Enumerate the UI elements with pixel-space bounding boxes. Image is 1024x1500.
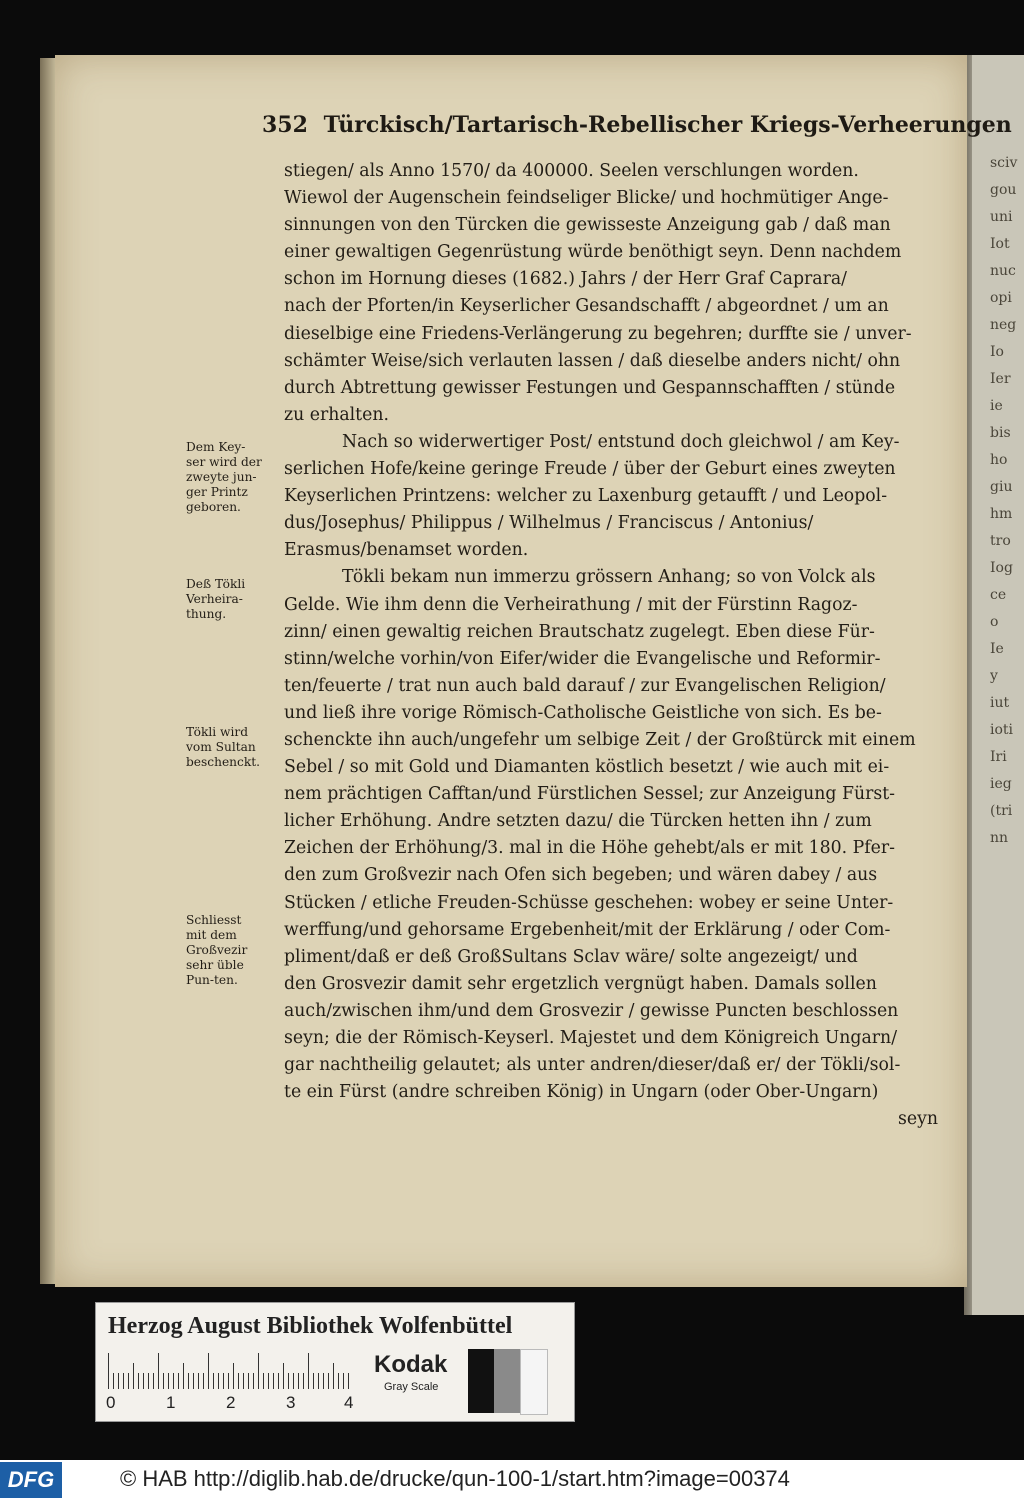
ruler-tick xyxy=(188,1373,189,1389)
text-line: einer gewaltigen Gegenrüstung würde benöthigt seyn. Denn nachdem xyxy=(284,242,902,263)
ruler-tick xyxy=(198,1373,199,1389)
ruler-tick xyxy=(228,1373,229,1389)
text-line: Erasmus/benamset worden. xyxy=(284,540,529,561)
text-line: dus/Josephus/ Philippus / Wilhelmus / Franciscus / Antonius/ xyxy=(284,513,814,534)
text-line: Keyserlichen Printzens: welcher zu Laxenburg getaufft / und Leopol- xyxy=(284,486,888,507)
running-title: Türckisch/Tartarisch-Rebellischer Kriegs-Verheerungen xyxy=(323,112,1012,138)
text-line: serlichen Hofe/keine geringe Freude / über der Geburt eines zweyten xyxy=(284,459,896,480)
text-line: stinn/welche vorhin/von Eifer/wider die Evangelische und Reformir- xyxy=(284,648,881,669)
ruler-tick xyxy=(138,1373,139,1389)
ruler-tick xyxy=(313,1373,314,1389)
text-line: Tökli bekam nun immerzu grössern Anhang; so von Volck als xyxy=(342,567,876,588)
edge-fragment: iut xyxy=(990,695,1010,711)
ruler-tick xyxy=(158,1353,159,1389)
marginal-note-line: zweyte jun- xyxy=(186,470,257,484)
text-line: durch Abtrettung gewisser Festungen und Gespannschafften / stünde xyxy=(284,377,896,398)
edge-fragment: Ier xyxy=(990,371,1011,387)
ruler-tick xyxy=(133,1363,134,1389)
ruler-tick xyxy=(178,1373,179,1389)
edge-fragment: gou xyxy=(990,182,1017,198)
ruler-tick xyxy=(308,1353,309,1389)
ruler-tick xyxy=(258,1353,259,1389)
scale-number: 2 xyxy=(226,1393,236,1412)
ruler-tick xyxy=(123,1373,124,1389)
ruler-tick xyxy=(113,1373,114,1389)
text-line: nach der Pforten/in Keyserlicher Gesandschafft / abgeordnet / um an xyxy=(284,296,889,317)
ruler-tick xyxy=(118,1373,119,1389)
ruler-tick xyxy=(233,1363,234,1389)
dfg-logo: DFG xyxy=(0,1462,62,1498)
catchword: seyn xyxy=(898,1109,938,1130)
text-line: Gelde. Wie ihm denn die Verheirathung / mit der Fürstinn Ragoz- xyxy=(284,594,858,615)
gray-patch-mid xyxy=(494,1349,520,1413)
marginal-note-line: ser wird der xyxy=(186,455,262,469)
measurement-ruler xyxy=(108,1349,358,1389)
text-line: und ließ ihre vorige Römisch-Catholische Geistliche von sich. Es be- xyxy=(284,702,882,723)
kodak-logo: Kodak xyxy=(374,1351,448,1378)
ruler-tick xyxy=(143,1373,144,1389)
scale-number: 0 xyxy=(106,1393,116,1412)
ruler-tick xyxy=(278,1373,279,1389)
edge-fragment: Iot xyxy=(990,236,1010,252)
scale-number: 3 xyxy=(286,1393,296,1412)
edge-fragment: neg xyxy=(990,317,1017,333)
edge-fragment: opi xyxy=(990,290,1012,306)
ruler-tick xyxy=(333,1363,334,1389)
marginal-note-line: Dem Key- xyxy=(186,440,246,454)
marginal-note-line: ger Printz xyxy=(186,485,248,499)
edge-fragment: y xyxy=(990,668,998,684)
marginal-note-marriage xyxy=(186,577,282,622)
ruler-tick xyxy=(248,1373,249,1389)
ruler-tick xyxy=(338,1373,339,1389)
edge-fragment: o xyxy=(990,614,999,630)
edge-fragment: Iog xyxy=(990,560,1013,576)
edge-fragment: nn xyxy=(990,830,1009,846)
ruler-tick xyxy=(213,1373,214,1389)
ruler-tick xyxy=(263,1373,264,1389)
text-line: pliment/daß er deß GroßSultans Sclav wäre/ solte angezeigt/ und xyxy=(284,946,858,967)
text-line: schämter Weise/sich verlauten lassen / daß dieselbe anders nicht/ ohn xyxy=(284,350,901,371)
ruler-tick xyxy=(148,1373,149,1389)
text-line: auch/zwischen ihm/und dem Grosvezir / gewisse Puncten beschlossen xyxy=(284,1000,899,1021)
text-line: te ein Fürst (andre schreiben König) in Ungarn (oder Ober-Ungarn) xyxy=(284,1082,879,1103)
text-line: werffung/und gehorsame Ergebenheit/mit der Erklärung / oder Com- xyxy=(284,919,891,940)
ruler-tick xyxy=(168,1373,169,1389)
institution-name: Herzog August Bibliothek Wolfenbüttel xyxy=(108,1313,513,1339)
text-line: zinn/ einen gewaltig reichen Brautschatz zugelegt. Eben diese Für- xyxy=(284,621,875,642)
edge-fragment: nuc xyxy=(990,263,1016,279)
marginal-note-line: Pun-ten. xyxy=(186,973,238,987)
text-line: stiegen/ als Anno 1570/ da 400000. Seelen verschlungen worden. xyxy=(284,161,859,181)
edge-fragment: sciv xyxy=(990,155,1018,171)
ruler-tick xyxy=(293,1373,294,1389)
ruler-tick xyxy=(243,1373,244,1389)
ruler-tick xyxy=(318,1373,319,1389)
library-label-card xyxy=(95,1302,575,1422)
text-line: schon im Hornung dieses (1682.) Jahrs / der Herr Graf Caprara/ xyxy=(284,269,847,290)
text-line: zu erhalten. xyxy=(284,404,389,425)
edge-fragment: giu xyxy=(990,479,1013,495)
copyright-link[interactable]: © HAB http://diglib.hab.de/drucke/qun-100-1/start.htm?image=00374 xyxy=(120,1466,790,1491)
ruler-tick xyxy=(203,1373,204,1389)
page-number: 352 xyxy=(262,112,308,138)
gray-scale-label: Gray Scale xyxy=(384,1381,439,1393)
marginal-note-line: Schliesst xyxy=(186,913,242,927)
marginal-note-line: mit dem xyxy=(186,928,237,942)
marginal-note-line: Tökli wird xyxy=(186,725,249,739)
ruler-tick xyxy=(193,1373,194,1389)
edge-fragment: ieg xyxy=(990,776,1012,792)
ruler-tick xyxy=(238,1373,239,1389)
scale-number: 1 xyxy=(166,1393,176,1412)
ruler-tick xyxy=(288,1373,289,1389)
text-line: Wiewol der Augenschein feindseliger Blicke/ und hochmütiger Ange- xyxy=(284,188,889,209)
ruler-tick xyxy=(343,1373,344,1389)
marginal-note-line: geboren. xyxy=(186,500,241,514)
ruler-tick xyxy=(208,1353,209,1389)
edge-fragment: bis xyxy=(990,425,1011,441)
text-line: seyn; die der Römisch-Keyserl. Majestet und dem Königreich Ungarn/ xyxy=(284,1028,898,1048)
ruler-tick xyxy=(173,1373,174,1389)
ruler-tick xyxy=(153,1373,154,1389)
edge-fragment: Ie xyxy=(990,641,1004,657)
text-line: den Grosvezir damit sehr ergetzlich vergnügt haben. Damals sollen xyxy=(284,973,877,994)
marginal-note-line: Deß Tökli xyxy=(186,577,246,591)
text-line: schenckte ihn auch/ungefehr um selbige Zeit / der Großtürck mit einem xyxy=(284,729,916,750)
edge-fragment: tro xyxy=(990,533,1011,549)
ruler-tick xyxy=(273,1373,274,1389)
marginal-note-line: thung. xyxy=(186,607,227,621)
edge-fragment: (tri xyxy=(990,803,1013,819)
running-head xyxy=(262,112,1012,148)
text-line: Sebel / so mit Gold und Diamanten köstlich besetzt / wie auch mit ei- xyxy=(284,757,890,778)
edge-fragment: uni xyxy=(990,209,1013,225)
ruler-tick xyxy=(268,1373,269,1389)
edge-fragment: ce xyxy=(990,587,1007,603)
ruler-tick xyxy=(303,1373,304,1389)
gray-patch-black xyxy=(468,1349,494,1413)
marginal-note-line: sehr üble xyxy=(186,958,244,972)
marginal-note-line: Großvezir xyxy=(186,943,248,957)
edge-fragment: Iri xyxy=(990,749,1007,765)
edge-fragment: ho xyxy=(990,452,1008,468)
ruler-tick xyxy=(128,1373,129,1389)
text-line: gar nachtheilig gelautet; als unter andren/dieser/daß er/ der Tökli/sol- xyxy=(284,1055,901,1076)
edge-fragment: ie xyxy=(990,398,1003,414)
ruler-tick xyxy=(328,1373,329,1389)
marginal-note-line: Verheira- xyxy=(186,592,243,606)
gray-patch-white xyxy=(520,1349,548,1415)
ruler-tick xyxy=(253,1373,254,1389)
edge-fragment: ioti xyxy=(990,722,1014,738)
marginal-note-line: vom Sultan xyxy=(186,740,256,754)
facing-page-fragments xyxy=(990,150,1024,852)
marginal-note-gift xyxy=(186,725,282,770)
ruler-tick xyxy=(183,1363,184,1389)
ruler-tick xyxy=(108,1353,109,1389)
marginal-note-line: beschenckt. xyxy=(186,755,260,769)
ruler-tick xyxy=(348,1373,349,1389)
text-line: Zeichen der Erhöhung/3. mal in die Höhe gehebt/als er mit 180. Pfer- xyxy=(284,838,895,859)
text-line: dieselbige eine Friedens-Verlängerung zu begehren; durffte sie / unver- xyxy=(284,323,912,344)
marginal-note-birth xyxy=(186,440,282,515)
ruler-tick xyxy=(218,1373,219,1389)
scale-number: 4 xyxy=(344,1393,354,1412)
ruler-tick xyxy=(298,1373,299,1389)
text-line: sinnungen von den Türcken die gewisseste Anzeigung gab / daß man xyxy=(284,215,891,236)
ruler-tick xyxy=(223,1373,224,1389)
body-text xyxy=(284,158,952,1133)
ruler-tick xyxy=(283,1363,284,1389)
text-line: ten/feuerte / trat nun auch bald darauf / zur Evangelischen Religion/ xyxy=(284,675,886,696)
edge-fragment: hm xyxy=(990,506,1013,522)
text-line: Stücken / etliche Freuden-Schüsse geschehen: wobey er seine Unter- xyxy=(284,892,894,913)
ruler-tick xyxy=(163,1373,164,1389)
marginal-note-treaty xyxy=(186,913,282,988)
edge-fragment: Io xyxy=(990,344,1004,360)
ruler-tick xyxy=(323,1373,324,1389)
text-line: licher Erhöhung. Andre setzten dazu/ die Türcken hetten ihn / zum xyxy=(284,811,872,832)
text-line: nem prächtigen Cafftan/und Fürstlichen Sessel; zur Anzeigung Fürst- xyxy=(284,784,896,805)
text-line: den zum Großvezir nach Ofen sich begeben; und wären dabey / aus xyxy=(284,865,878,886)
text-line: Nach so widerwertiger Post/ entstund doch gleichwol / am Key- xyxy=(342,431,900,452)
